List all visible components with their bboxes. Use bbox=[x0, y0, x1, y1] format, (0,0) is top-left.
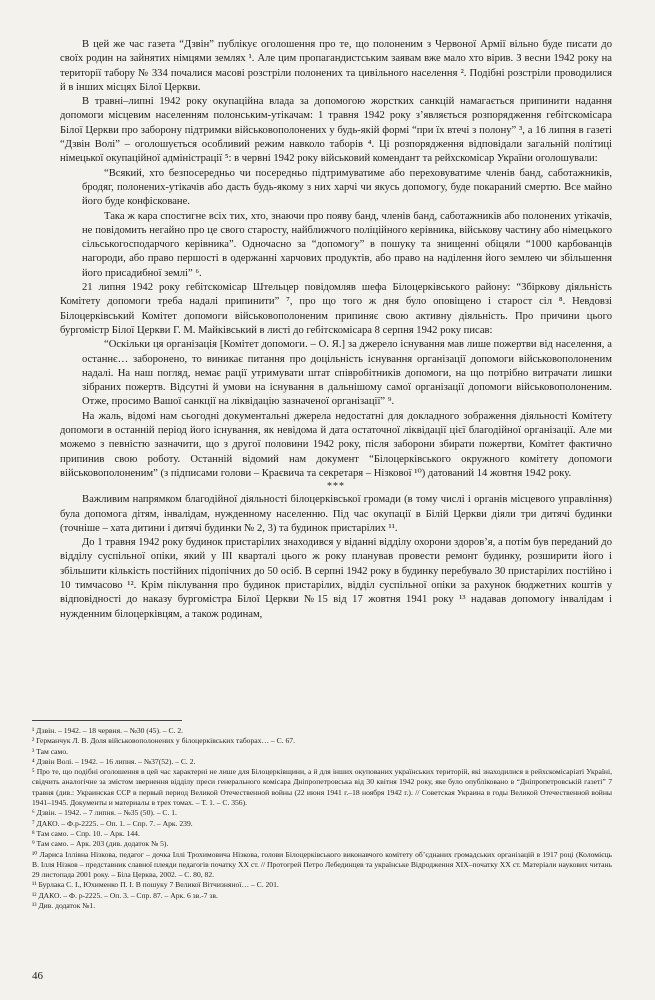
footnote: ⁵ Про те, що подібні оголошення в цей час характерні не лише для Білоцерківщини, а й для інших окупованих українських територій, які знаходилися в рейхскомісаріаті Україні, свідчить аналогічне за змістом звернення відділу преси генерального комісара Дніпропетровська від 30 квітня 1942 року, яке було опубліковано в “Дніпропетровській газеті” 7 травня (див.: Украинская ССР в первый период Великой Отечественной войны (22 июня 1941 г.–18 ноября 1942 г.). // Советская Украина в годы Великой Отечественной войны 1941–1945. Документы и материалы в трех томах. – Т. 1. – С. 356). bbox=[32, 767, 612, 808]
footnote: ¹⁰ Лариса Іллівна Нізкова, педагог – дочка Іллі Трохимовича Нізкова, голови Білоцерківського виконавчого комітету об’єднаних громадських організацій в 1917 році (Коломієць В. Ілля Нізков – представник славної плеяди педагогів початку ХХ ст. // Протогрей Петро Лебединцев та українське Відродження ХІХ–початку ХХ ст. Матеріали наукових читань 29 листопада 2001 року. – Біла Церква, 2002. – С. 80, 82. bbox=[32, 849, 612, 880]
footnote: ⁶ Дзвін. – 1942. – 7 липня. – №35 (50). – С. 1. bbox=[32, 808, 177, 818]
footnote-divider bbox=[32, 720, 182, 721]
main-text bbox=[60, 38, 612, 622]
block-quote: “Оскільки ця організація [Комітет допомоги. – О. Я.] за джерело існування мав лише пожертви від населення, а останнє… заборонено, то виникає питання про доцільність існування організації допомоги військовополоненим надалі. На наш погляд, немає рації утримувати штат співробітників допомоги, на що потрібно витрачати лишки зібраних пожертв. Відсутні й умови на існування в дальнішому самої організації допомоги військовополоненим. Отже, просимо Вашої санкції на ліквідацію зазначеної організації” ⁹. bbox=[82, 339, 612, 408]
section-separator: *** bbox=[327, 481, 345, 493]
footnote: ⁴ Дзвін Волі. – 1942. – 16 липня. – №37(52). – С. 2. bbox=[32, 756, 196, 766]
paragraph: На жаль, відомі нам сьогодні документальні джерела недостатні для докладного зображення діяльності Комітету допомоги в останній період його існування, як невідома й дата остаточної ліквідації цієї благодійної організації. Але ми можемо з певністю зазначити, що з другої половини 1942 року, після заборони збирати пожертви, Комітет фактично припинив свою роботу. Останній відомий нам документ “Білоцерківського окружного комітету допомоги військовополоненим” (з підписами голови – Краєвича та секретаря – Нізкової ¹⁰) датований 14 жовтня 1942 року. bbox=[60, 410, 612, 479]
footnote: ³ Там само. bbox=[32, 746, 69, 756]
footnote: ⁷ ДАКО. – Ф.р-2225. – Оп. 1. – Спр. 7. – Арк. 239. bbox=[32, 818, 193, 828]
block-quote: Така ж кара спостигне всіх тих, хто, знаючи про появу банд, членів банд, саботажників або полонених утікачів, не повідомить негайно про це свого старосту, найближчого поліційного керівника, військову частину або німецького сільськогосподарчого керівника”. Одночасно за “допомогу” в пошуку та знищенні обіцяли “1000 карбованців нагороди, або право першості в одержанні харчових продуктів, або право на наділення його землею чи збільшення його присадибної землі” ⁶. bbox=[82, 210, 612, 279]
footnote: ¹¹ Бурлака С. І., Юхименко П. І. В пошуку 7 Великої Вітчизняної… – С. 201. bbox=[32, 880, 279, 890]
paragraph: В травні–липні 1942 року окупаційна влада за допомогою жорстких санкцій намагається припинити надання допомоги місцевим населенням полонським-утікачам: 1 травня 1942 року з’являється розпорядження гебітскомісара Білої Церкви про заборону підтримки військовополонених у будь-якій формі “при їх втечі з полону” ³, а 16 липня в газеті “Дзвін Волі” – оголошується особливий режим навколо таборів ⁴. Ці розпорядження відповідали загальній політиці німецької окупаційної адміністрації ⁵: в червні 1942 року військовий комендант та рейхскомісар України оголошували: bbox=[60, 96, 612, 165]
paragraph: 21 липня 1942 року гебітскомісар Штельцер повідомляв шефа Білоцерківського району: “Збіркову діяльність Комітету допомоги треба надалі припинити” ⁷, про що того ж дня було оповіщено і старост сіл ⁸. Невдовзі Білоцерківський Комітет допомоги військовополоненим припиняє свою активну діяльність. Про причини цього бургомістр Білої Церкви Г. М. Майківський в листі до гебітскомісара 8 серпня 1942 року писав: bbox=[60, 282, 612, 336]
footnote: ² Германчук Л. В. Доля військовополонених у білоцерківських таборах… – С. 67. bbox=[32, 736, 295, 746]
paragraph: До 1 травня 1942 року будинок пристарілих знаходився у віданні відділу охорони здоров’я, а потім був переданий до відділу суспільної опіки, який у III кварталі цього ж року планував провести ремонт будинку, розширити його і збільшити кількість постійних підопічних до 50 осіб. В серпні 1942 року в будинку перебувало 30 пристарілих постійно і 10 тимчасово ¹². Крім піклування про будинок пристарілих, відділ суспільної опіки за рахунок бюджетних коштів у відповідності до наказу бургомістра Білої Церкви №15 від 17 жовтня 1941 року ¹³ надавав допомогу інвалідам і нужденним білоцерківцям, а також родинам, bbox=[60, 537, 612, 620]
footnotes bbox=[32, 726, 612, 911]
footnote: ¹ Дзвін. – 1942. – 18 червня. – №30 (45). – С. 2. bbox=[32, 726, 184, 735]
footnote: ⁹ Там само. – Арк. 203 (див. додаток № 5). bbox=[32, 839, 169, 849]
footnote: ¹³ Див. додаток №1. bbox=[32, 901, 96, 911]
footnote: ⁸ Там само. – Спр. 10. – Арк. 144. bbox=[32, 828, 140, 838]
block-quote: “Всякий, хто безпосередньо чи посередньо підтримуватиме або переховуватиме членів банд, саботажників, бродяг, полонених-утікачів або дасть будь-якому з них харчі чи якусь допомогу, буде покараний смертю. Все майно його буде конфісковане. bbox=[82, 167, 612, 208]
footnote: ¹² ДАКО. – Ф. р-2225. – Оп. 3. – Спр. 87. – Арк. 6 зв.-7 зв. bbox=[32, 890, 218, 900]
page-number: 46 bbox=[32, 970, 43, 982]
paragraph: Важливим напрямком благодійної діяльності білоцерківської громади (в тому числі і органів місцевого управління) була допомога дітям, інвалідам, нужденному населенню. Під час окупації в Білій Церкви діяли три дитячі будинки (точніше – хата дитини і дитячі будинки № 2, 3) та будинок пристарілих ¹¹. bbox=[60, 494, 612, 534]
paragraph: В цей же час газета “Дзвін” публікує оголошення про те, що полоненим з Червоної Армії вільно буде писати до своїх родин на зайнятих німцями землях ¹. Але цим пропагандистським заявам вже мало хто вірив. З весни 1942 року на території табору № 334 почалися масові розстріли полонених та цивільного населення ². Подібні розстріли проводилися й в інших місцях Білої Церкви. bbox=[60, 39, 612, 93]
